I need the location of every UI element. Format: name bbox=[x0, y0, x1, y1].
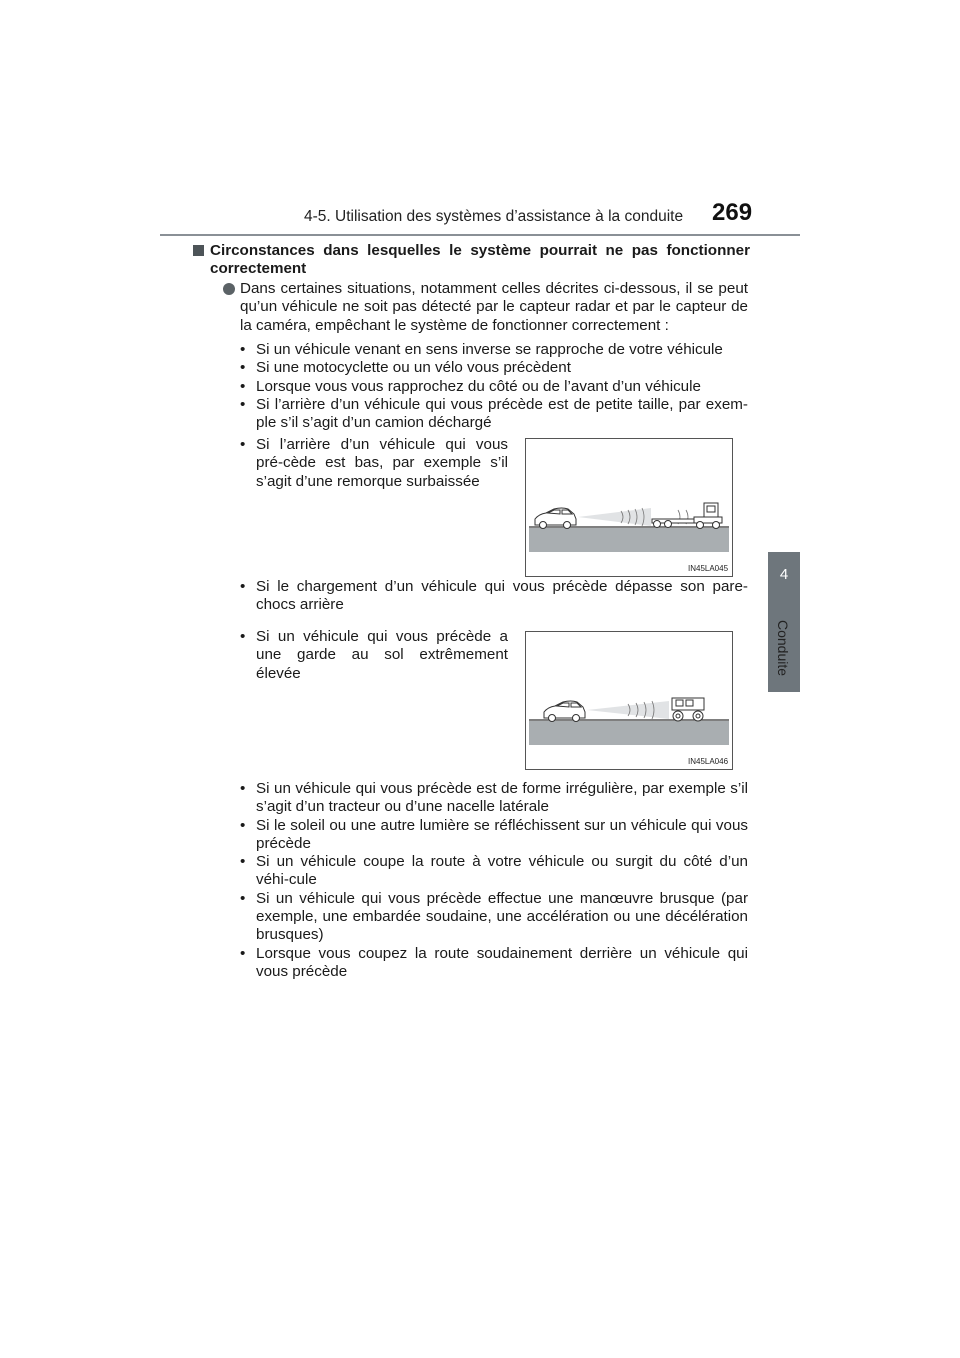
list-item: • Si un véhicule venant en sens inverse se rapproche de votre véhicule bbox=[240, 341, 748, 359]
chapter-label: Conduite bbox=[775, 620, 791, 677]
bullet-list-b bbox=[240, 780, 748, 981]
illustration-low-trailer bbox=[525, 438, 733, 577]
section-heading-text: Circonstances dans lesquelles le système pourrait ne pas fonctionner correctement bbox=[210, 242, 750, 278]
section-heading bbox=[210, 242, 750, 279]
figure-code: IN45LA045 bbox=[688, 564, 729, 573]
list-item: • Lorsque vous coupez la route soudainement derrière un véhicule qui vous précède bbox=[240, 945, 748, 982]
trailer-scene-icon bbox=[526, 439, 732, 576]
illustration-high-clearance bbox=[525, 631, 733, 770]
list-item: • Si un véhicule qui vous précède a une garde au sol extrêmement élevée bbox=[240, 628, 508, 683]
list-item: • Si l’arrière d’un véhicule qui vous pré-cède est bas, par exemple s’il s’agit d’une remorque surbaissée bbox=[240, 436, 508, 491]
bullet-list-a bbox=[240, 341, 748, 432]
page-number: 269 bbox=[712, 199, 753, 226]
list-item: • Si un véhicule coupe la route à votre véhicule ou surgit du côté d’un véhi-cule bbox=[240, 853, 748, 890]
list-item: • Si un véhicule qui vous précède effectue une manœuvre brusque (par exemple, une embardée soudaine, une accélération ou une décélération brusques) bbox=[240, 890, 748, 945]
figure-code: IN45LA046 bbox=[688, 757, 729, 766]
list-item: • Si une motocyclette ou un vélo vous précèdent bbox=[240, 359, 748, 377]
list-item: • Lorsque vous vous rapprochez du côté ou de l’avant d’un véhicule bbox=[240, 378, 748, 396]
list-item: • Si le chargement d’un véhicule qui vous précède dépasse son pare-chocs arrière bbox=[240, 578, 748, 615]
intro-paragraph bbox=[240, 280, 748, 335]
square-bullet-icon bbox=[193, 245, 204, 256]
bullet-list-trailer bbox=[240, 436, 508, 491]
bullet-list-clearance bbox=[240, 628, 508, 683]
bullet-list-load bbox=[240, 578, 748, 615]
list-item: • Si le soleil ou une autre lumière se réfléchissent sur un véhicule qui vous précède bbox=[240, 817, 748, 854]
intro-text: Dans certaines situations, notamment celles décrites ci-dessous, il se peut qu’un véhicule ne soit pas détecté par le capteur radar et par le capteur de la caméra, empêchant le système de fonctionner correctement : bbox=[240, 280, 748, 334]
list-item: • Si l’arrière d’un véhicule qui vous précède est de petite taille, par exem-ple s’il s’agit d’un camion déchargé bbox=[240, 396, 748, 433]
header-divider bbox=[160, 234, 800, 236]
high-clearance-scene-icon bbox=[526, 632, 732, 769]
chapter-number: 4 bbox=[779, 566, 789, 583]
section-title: 4-5. Utilisation des systèmes d’assistance à la conduite bbox=[304, 208, 684, 225]
list-item: • Si un véhicule qui vous précède est de forme irrégulière, par exemple s’il s’agit d’un tracteur ou d’une nacelle latérale bbox=[240, 780, 748, 817]
round-bullet-icon bbox=[223, 283, 235, 295]
